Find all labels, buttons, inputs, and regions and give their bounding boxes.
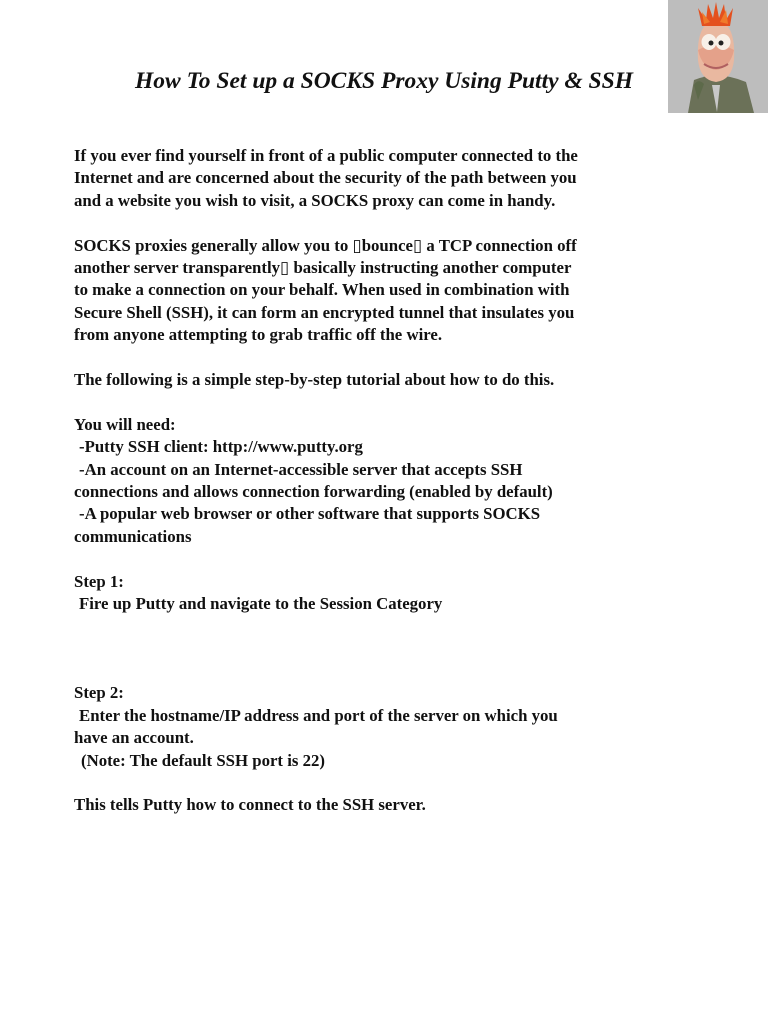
intro-line: Internet and are concerned about the security of the path between you xyxy=(74,168,577,188)
step-2-text: Enter the hostname/IP address and port of the server on which you xyxy=(79,705,558,725)
socks-line: SOCKS proxies generally allow you to ▯bounce▯ a TCP connection off xyxy=(74,235,577,255)
socks-line: to make a connection on your behalf. When used in combination with xyxy=(74,280,570,300)
muppet-photo-icon xyxy=(668,0,768,113)
step-1-heading: Step 1: xyxy=(74,571,124,591)
document-body xyxy=(74,145,714,817)
socks-line: Secure Shell (SSH), it can form an encrypted tunnel that insulates you xyxy=(74,302,575,322)
intro-line: and a website you wish to visit, a SOCKS proxy can come in handy. xyxy=(74,190,556,210)
requirement-item: -An account on an Internet-accessible server that accepts SSH xyxy=(79,459,523,479)
step-1-section xyxy=(74,571,714,616)
requirement-item: -A popular web browser or other software that supports SOCKS xyxy=(79,504,541,524)
step-2-note: (Note: The default SSH port is 22) xyxy=(81,750,325,770)
step-2-heading: Step 2: xyxy=(74,683,124,703)
intro-line: If you ever find yourself in front of a public computer connected to the xyxy=(74,146,578,165)
intro-paragraph xyxy=(74,145,714,212)
step-2-text-continued: have an account. xyxy=(74,728,194,748)
step-1-text: Fire up Putty and navigate to the Session Category xyxy=(79,594,443,614)
socks-line: from anyone attempting to grab traffic off the wire. xyxy=(74,325,443,345)
muppet-photo xyxy=(668,0,768,113)
socks-line: another server transparently▯ basically instructing another computer xyxy=(74,258,572,278)
requirement-item-continued: connections and allows connection forwarding (enabled by default) xyxy=(74,482,553,502)
step-2-section xyxy=(74,682,714,772)
page-title: How To Set up a SOCKS Proxy Using Putty & SSH xyxy=(135,68,633,94)
requirements-heading: You will need: xyxy=(74,414,176,434)
requirements-section xyxy=(74,414,714,548)
following-paragraph: The following is a simple step-by-step tutorial about how to do this. xyxy=(74,370,555,390)
socks-paragraph xyxy=(74,235,714,347)
requirement-item: -Putty SSH client: http://www.putty.org xyxy=(79,437,363,457)
requirement-item-continued: communications xyxy=(74,526,192,546)
closing-paragraph: This tells Putty how to connect to the SSH server. xyxy=(74,795,426,815)
